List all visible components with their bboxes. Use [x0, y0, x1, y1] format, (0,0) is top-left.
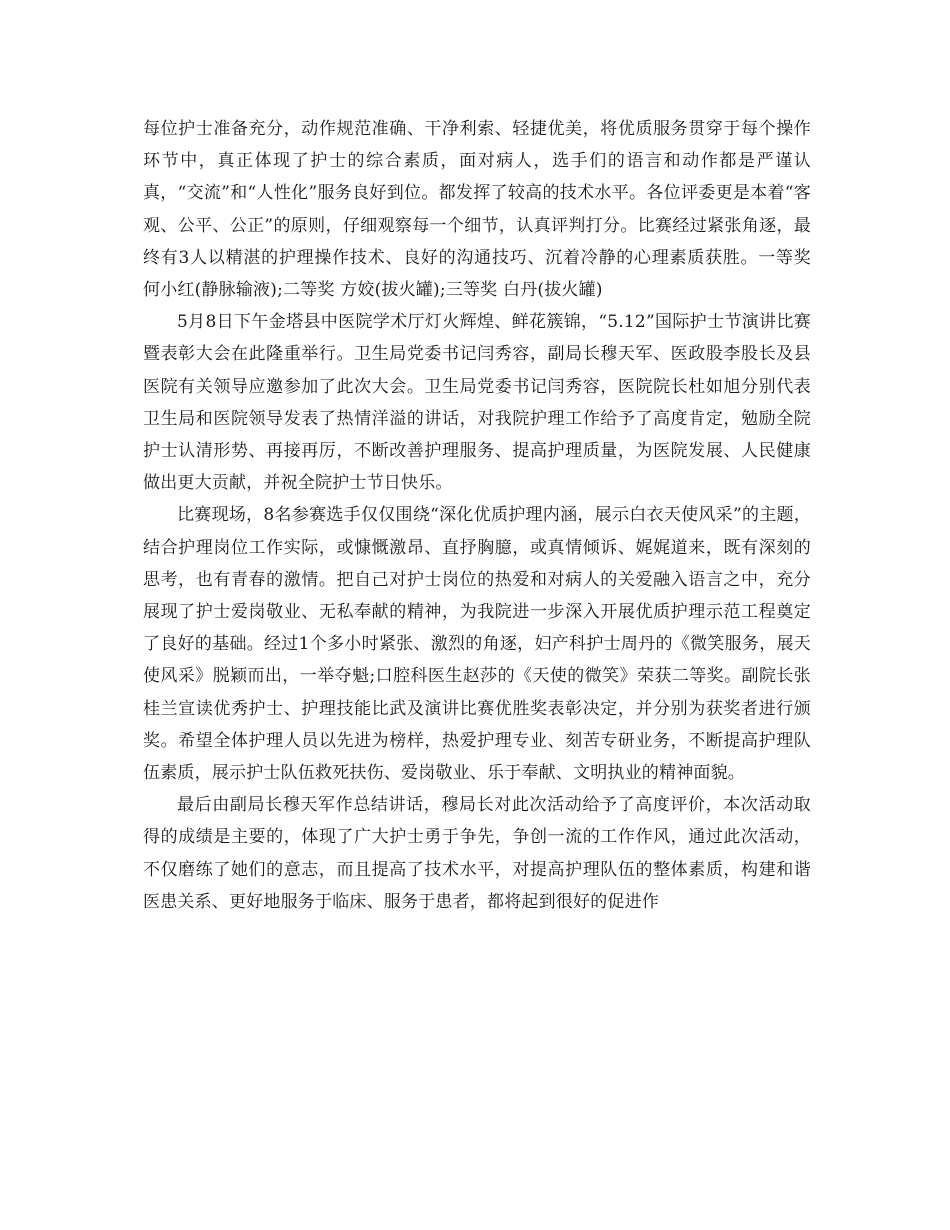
paragraph-award-results: 每位护士准备充分，动作规范准确、干净利索、轻捷优美，将优质服务贯穿于每个操作环节中，真正体现了护士的综合素质，面对病人，选手们的语言和动作都是严谨认真，“交流”和“人性化”服务良好到位。都发挥了较高的技术水平。各位评委更是本着“客观、公平、公正”的原则，仔细观察每一个细节，认真评判打分。比赛经过紧张角逐，最终有3人以精湛的护理操作技术、良好的沟通技巧、沉着冷静的心理素质获胜。一等奖 何小红(静脉输液);二等奖 方姣(拔火罐);三等奖 白丹(拔火罐) [143, 119, 811, 301]
paragraph-speech-contest-opening: 5月8日下午金塔县中医院学术厅灯火辉煌、鲜花簇锦，“5.12”国际护士节演讲比赛暨表彰大会在此隆重举行。卫生局党委书记闫秀容，副局长穆天军、医政股李股长及县医院有关领导应邀参加了此次大会。卫生局党委书记闫秀容，医院院长杜如旭分别代表卫生局和医院领导发表了热情洋溢的讲话，对我院护理工作给予了高度肯定，勉励全院护士认清形势、再接再厉，不断改善护理服务、提高护理质量，为医院发展、人民健康做出更大贡献，并祝全院护士节日快乐。 [143, 312, 811, 494]
document-body [143, 113, 811, 918]
paragraph-contest-scene: 比赛现场，8名参赛选手仅仅围绕“深化优质护理内涵，展示白衣天使风采”的主题，结合护理岗位工作实际，或慷慨激昂、直抒胸臆，或真情倾诉、娓娓道来，既有深刻的思考，也有青春的激情。把自己对护士岗位的热爱和对病人的关爱融入语言之中，充分展现了护士爱岗敬业、无私奉献的精神，为我院进一步深入开展优质护理示范工程奠定了良好的基础。经过1个多小时紧张、激烈的角逐，妇产科护士周丹的《微笑服务，展天使风采》脱颖而出，一举夺魁;口腔科医生赵莎的《天使的微笑》荣获二等奖。副院长张桂兰宣读优秀护士、护理技能比武及演讲比赛优胜奖表彰决定，并分别为获奖者进行颁奖。希望全体护理人员以先进为榜样，热爱护理专业、刻苦专研业务，不断提高护理队伍素质，展示护士队伍救死扶伤、爱岗敬业、乐于奉献、文明执业的精神面貌。 [143, 505, 811, 784]
paragraph-closing-remarks: 最后由副局长穆天军作总结讲话，穆局长对此次活动给予了高度评价，本次活动取得的成绩是主要的，体现了广大护士勇于争先，争创一流的工作作风，通过此次活动，不仅磨练了她们的意志，而且提高了技术水平，对提高护理队伍的整体素质，构建和谐医患关系、更好地服务于临床、服务于患者，都将起到很好的促进作 [143, 795, 811, 912]
